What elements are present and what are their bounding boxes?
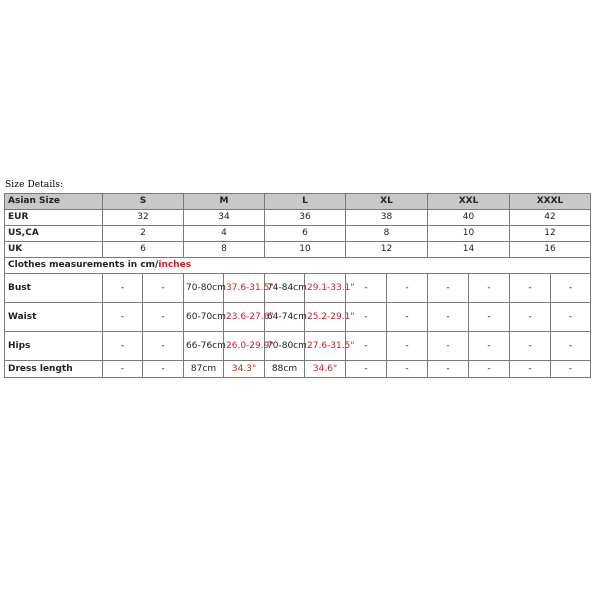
row-label: Waist [5, 303, 103, 332]
table-cell: 23.6-27.6" [224, 303, 265, 332]
table-cell: 70-80cm [184, 274, 224, 303]
size-header-xxxl: XXXL [510, 194, 591, 210]
table-cell: - [510, 332, 551, 361]
table-cell: 70-80cm [265, 332, 305, 361]
table-cell: - [103, 274, 143, 303]
table-cell: - [103, 332, 143, 361]
table-cell: - [428, 303, 469, 332]
table-cell: 87cm [184, 361, 224, 378]
table-cell: - [428, 332, 469, 361]
table-cell: 66-76cm [184, 332, 224, 361]
table-cell: 29.1-33.1" [305, 274, 346, 303]
size-details-caption: Size Details: [5, 180, 64, 190]
hips-row [5, 332, 591, 361]
row-label: Dress length [5, 361, 103, 378]
table-cell: 37.6-31.5" [224, 274, 265, 303]
table-cell: 12 [346, 242, 428, 258]
eur-row [5, 210, 591, 226]
table-cell: - [387, 361, 428, 378]
table-cell: 26.0-29.9" [224, 332, 265, 361]
dress-length-row [5, 361, 591, 378]
row-label: Bust [5, 274, 103, 303]
waist-row [5, 303, 591, 332]
uk-row [5, 242, 591, 258]
section-prefix: Clothes measurements in cm/ [8, 260, 159, 270]
header-row [5, 194, 591, 210]
size-header-xl: XL [346, 194, 428, 210]
us-ca-row [5, 226, 591, 242]
table-cell: - [551, 303, 591, 332]
table-cell: - [469, 361, 510, 378]
table-cell: 8 [184, 242, 265, 258]
table-cell: 40 [428, 210, 510, 226]
table-cell: - [551, 274, 591, 303]
table-cell: - [387, 274, 428, 303]
table-cell: - [143, 303, 184, 332]
table-cell: 14 [428, 242, 510, 258]
table-cell: - [143, 332, 184, 361]
table-cell: - [346, 361, 387, 378]
table-cell: 38 [346, 210, 428, 226]
size-header-m: M [184, 194, 265, 210]
table-cell: - [510, 303, 551, 332]
table-cell: 64-74cm [265, 303, 305, 332]
table-cell: - [143, 274, 184, 303]
row-label: EUR [5, 210, 103, 226]
table-cell: 34 [184, 210, 265, 226]
row-label: US,CA [5, 226, 103, 242]
size-header-xxl: XXL [428, 194, 510, 210]
table-cell: - [346, 332, 387, 361]
table-cell: - [510, 361, 551, 378]
table-cell: 34.3" [224, 361, 265, 378]
table-cell: 34.6" [305, 361, 346, 378]
table-cell: - [346, 274, 387, 303]
table-cell: 16 [510, 242, 591, 258]
table-cell: 10 [265, 242, 346, 258]
table-cell: - [551, 332, 591, 361]
table-cell: 12 [510, 226, 591, 242]
table-cell: 88cm [265, 361, 305, 378]
table-cell: - [551, 361, 591, 378]
table-cell: 36 [265, 210, 346, 226]
table-cell: - [387, 332, 428, 361]
size-chart-table [4, 193, 591, 378]
table-cell: 8 [346, 226, 428, 242]
asian-size-label: Asian Size [5, 194, 103, 210]
size-header-l: L [265, 194, 346, 210]
table-cell: - [103, 303, 143, 332]
table-cell: - [469, 274, 510, 303]
table-cell: 4 [184, 226, 265, 242]
table-cell: - [428, 274, 469, 303]
measurements-section-heading [5, 258, 591, 274]
table-cell: - [103, 361, 143, 378]
measurements-section-row [5, 258, 591, 274]
table-cell: 60-70cm [184, 303, 224, 332]
table-cell: 25.2-29.1" [305, 303, 346, 332]
table-cell: 2 [103, 226, 184, 242]
row-label: UK [5, 242, 103, 258]
size-header-s: S [103, 194, 184, 210]
table-cell: 74-84cm [265, 274, 305, 303]
table-cell: - [387, 303, 428, 332]
section-inches: inches [158, 260, 192, 270]
table-cell: - [469, 303, 510, 332]
table-cell: - [346, 303, 387, 332]
table-cell: - [143, 361, 184, 378]
row-label: Hips [5, 332, 103, 361]
bust-row [5, 274, 591, 303]
table-cell: - [469, 332, 510, 361]
table-cell: 6 [103, 242, 184, 258]
table-cell: 32 [103, 210, 184, 226]
table-cell: 42 [510, 210, 591, 226]
table-cell: - [510, 274, 551, 303]
table-cell: 27.6-31.5" [305, 332, 346, 361]
table-cell: - [428, 361, 469, 378]
table-cell: 10 [428, 226, 510, 242]
table-cell: 6 [265, 226, 346, 242]
